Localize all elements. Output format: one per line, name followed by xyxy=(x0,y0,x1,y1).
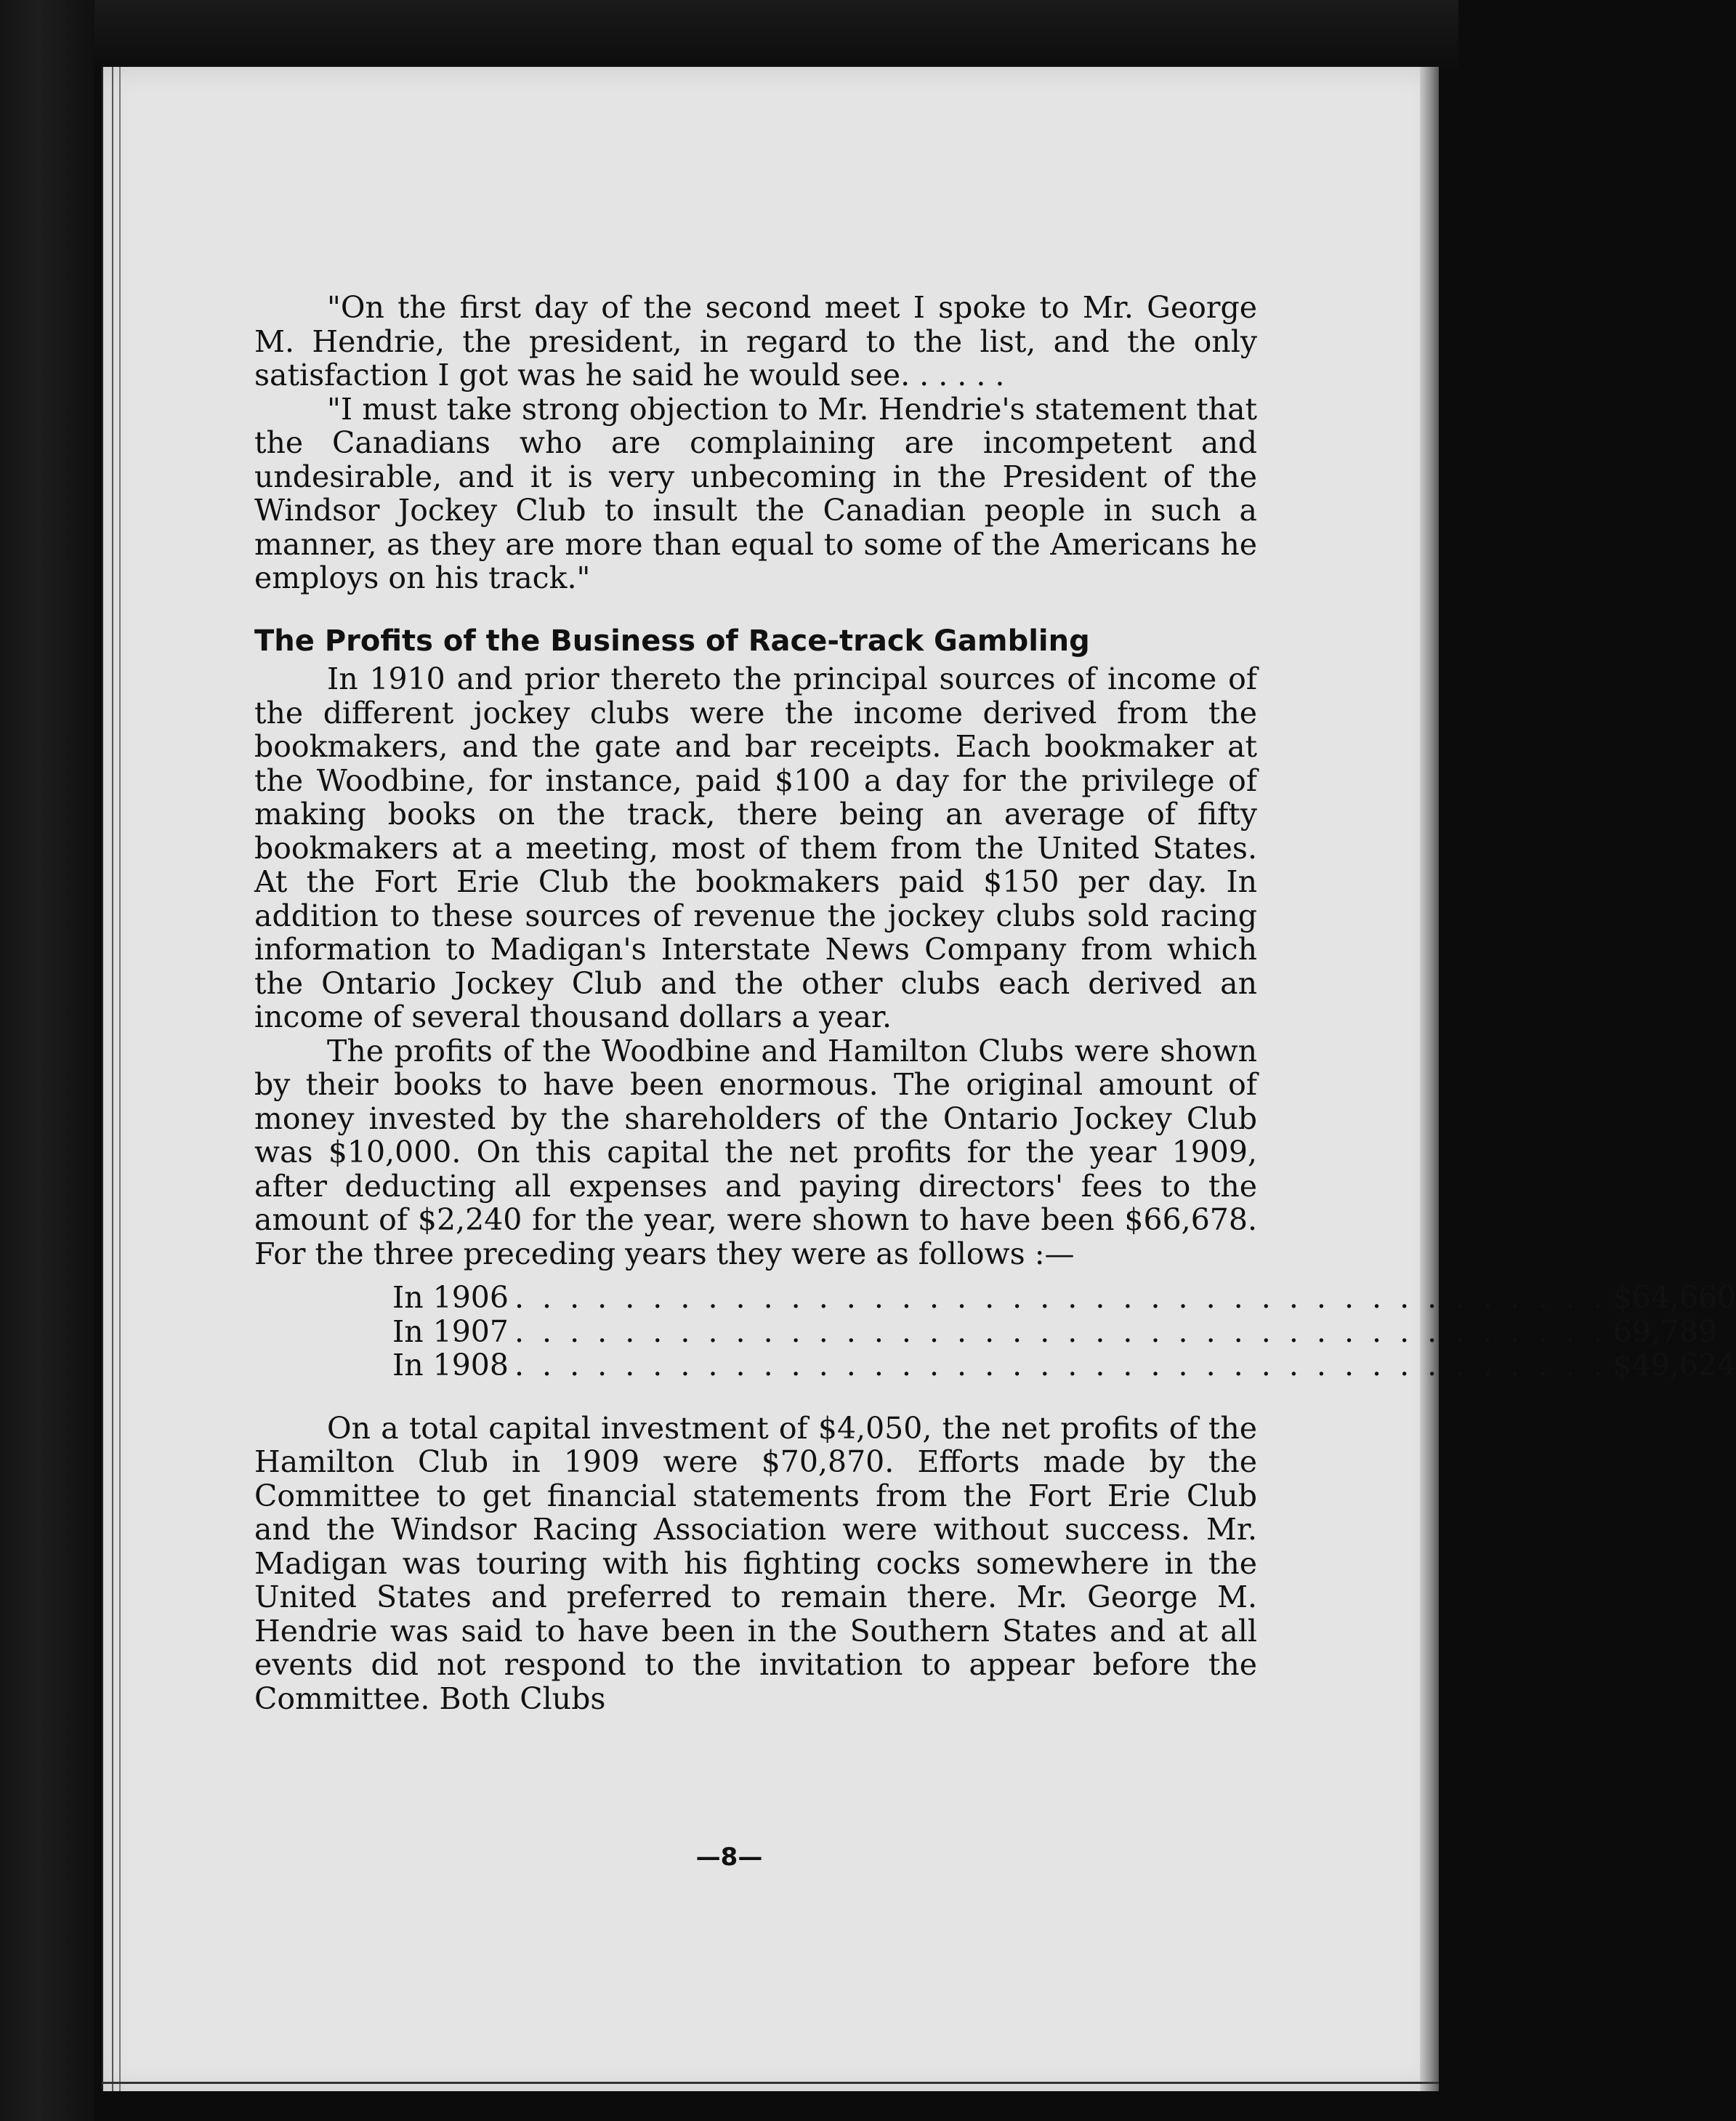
section-heading: The Profits of the Business of Race-track Gambling xyxy=(254,624,1090,658)
page-edge-line xyxy=(119,67,121,2091)
page-right-edge xyxy=(1420,67,1439,2091)
body-paragraph-3: On a total capital investment of $4,050, the net profits of the Hamilton Club in 1909 were $70,870. Efforts made by the Committee to get financial statements from the Fort Erie Club and the Windsor Racing Association were without success. Mr. Madigan was touring with his fighting cocks somewhere in the United States and preferred to remain there. Mr. George M. Hendrie was said to have been in the Southern States and at all events did not respond to the invitation to appear before the Committee. Both Clubs xyxy=(254,1410,1257,1716)
body-paragraph-1: In 1910 and prior thereto the principal sources of income of the different jockey clubs were the income derived from the bookmakers, and the gate and bar receipts. Each bookmaker at the Woodbine, for instance, paid $100 a day for the privilege of making books on the track, there being an average of fifty bookmakers at a meeting, most of them from the United States. At the Fort Erie Club the bookmakers paid $150 per day. In addition to these sources of revenue the jockey clubs sold racing information to Madigan's Interstate News Company from which the Ontario Jockey Club and the other clubs each derived an income of several thousand dollars a year. xyxy=(254,661,1257,1034)
dot-leader: . . . . . . . . . . . . . . . . . . . . . . . . . . . . . . . . . . . . . . . . xyxy=(514,1280,1607,1315)
ledger-year: In 1908 xyxy=(392,1348,509,1383)
page-edge-line xyxy=(112,67,113,2091)
scan-border-left xyxy=(0,0,94,2121)
dot-leader: . . . . . . . . . . . . . . . . . . . . . . . . . . . . . . . . . . . . . . . . xyxy=(514,1313,1607,1349)
ledger-amount: $64,660 xyxy=(1612,1280,1736,1315)
quote-paragraph-2: "I must take strong objection to Mr. Hendrie's statement that the Canadians who are complaining are incompetent and undesirable, and it is very unbecoming in the President of the Windsor Jockey Club to insult the Canadian people in such a manner, as they are more than equal to some of the Americans he employs on his track." xyxy=(254,391,1257,595)
ledger-amount: 69,789 xyxy=(1612,1313,1718,1349)
page-text xyxy=(254,290,1736,1716)
quote-paragraph-1: "On the first day of the second meet I spoke to Mr. George M. Hendrie, the president, in regard to the list, and the only satisfaction I got was he said he would see. . . . . . xyxy=(254,290,1257,393)
ledger-year: In 1907 xyxy=(392,1313,509,1349)
ledger-amount: $49,624 xyxy=(1612,1348,1736,1383)
scan-border-top xyxy=(0,0,1458,69)
profits-ledger xyxy=(392,1280,1736,1383)
quoted-testimony xyxy=(254,291,1257,595)
page-edge-line xyxy=(102,67,103,2091)
body-paragraph-2: The profits of the Woodbine and Hamilton Clubs were shown by their books to have been enormous. The original amount of money invested by the shareholders of the Ontario Jockey Club was $10,000. On this capital the net profits for the year 1909, after deducting all expenses and paying directors' fees to the amount of $2,240 for the year, were shown to have been $66,678. For the three preceding years they were as follows :— xyxy=(254,1033,1257,1271)
page-bottom-edge xyxy=(102,2082,1439,2084)
page-number: —8— xyxy=(695,1843,763,1872)
dot-leader: . . . . . . . . . . . . . . . . . . . . . . . . . . . . . . . . . . . . . . . . xyxy=(514,1348,1607,1383)
ledger-year: In 1906 xyxy=(392,1280,509,1315)
ledger-row xyxy=(392,1280,1736,1315)
ledger-row xyxy=(392,1348,1736,1383)
ledger-row xyxy=(392,1313,1718,1349)
